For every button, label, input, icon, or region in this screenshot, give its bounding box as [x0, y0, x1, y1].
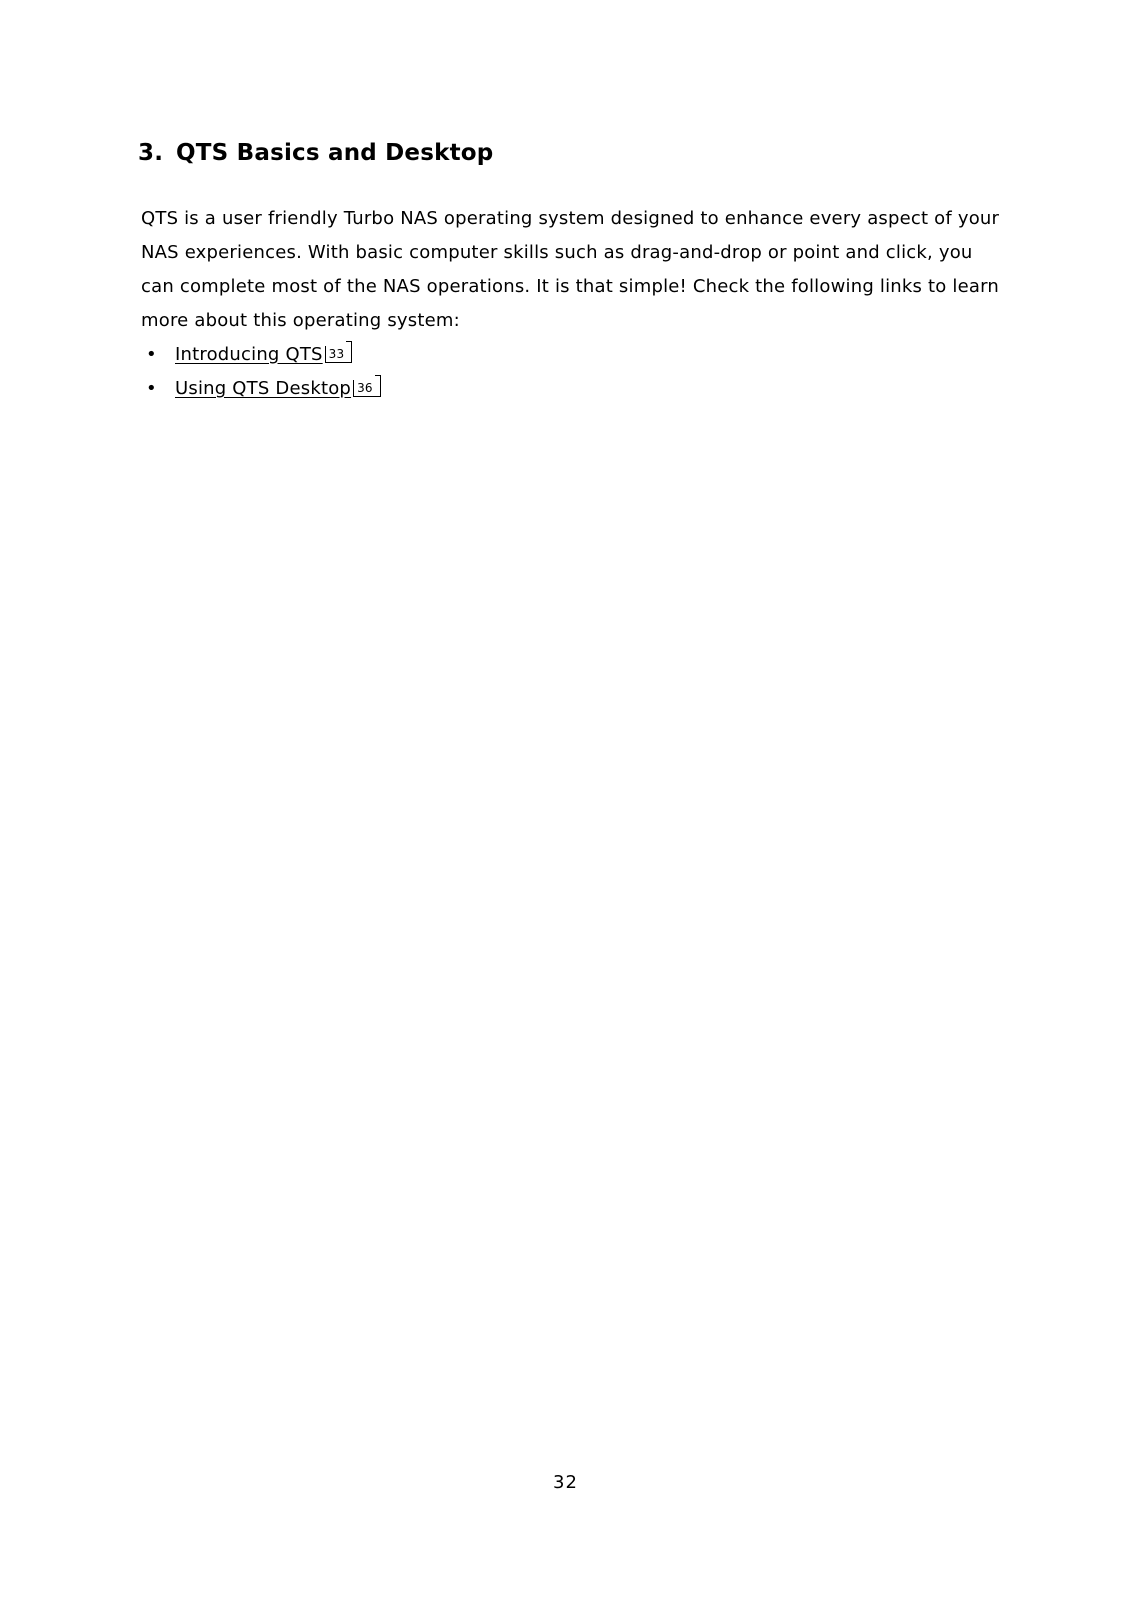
- link-introducing-qts[interactable]: Introducing QTS: [175, 344, 323, 365]
- section-number: 3.: [138, 140, 164, 166]
- page-ref-badge[interactable]: 36: [353, 380, 381, 397]
- bullet-icon: •: [146, 378, 157, 399]
- page-ref-badge[interactable]: 33: [325, 346, 353, 363]
- section-title: QTS Basics and Desktop: [176, 140, 494, 166]
- link-list: [141, 338, 381, 406]
- section-heading: [138, 140, 493, 166]
- intro-paragraph: QTS is a user friendly Turbo NAS operating system designed to enhance every aspect of your NAS experiences. With basic computer skills such as drag-and-drop or point and click, you can complete most of the NAS operations. It is that simple! Check the following links to learn more about this operating system:: [141, 208, 1000, 331]
- page-number: 32: [553, 1472, 578, 1493]
- list-item: [141, 372, 381, 406]
- list-item: [141, 338, 381, 372]
- bullet-icon: •: [146, 344, 157, 365]
- link-using-qts-desktop[interactable]: Using QTS Desktop: [175, 378, 352, 399]
